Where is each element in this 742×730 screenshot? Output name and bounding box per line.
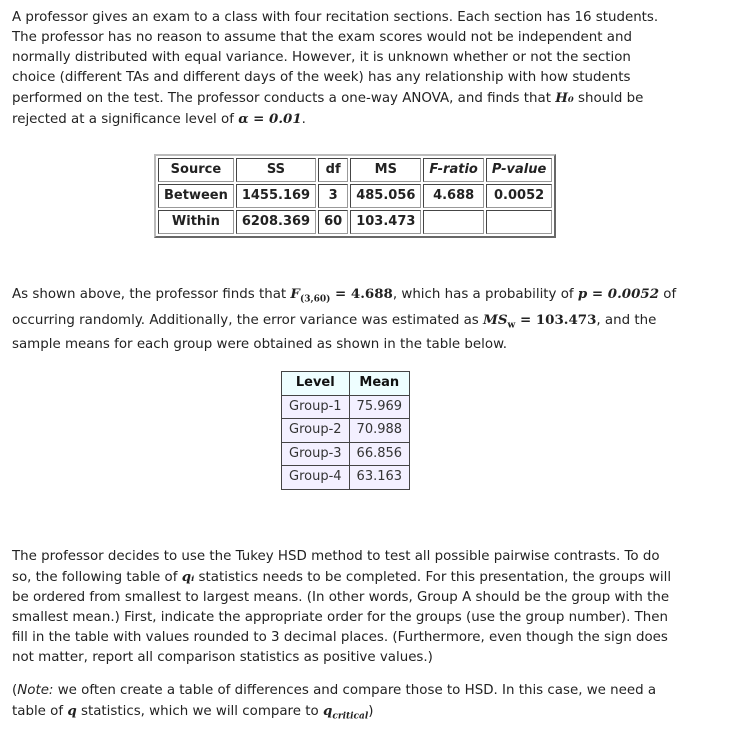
- cell: 103.473: [350, 210, 421, 234]
- table-row: [282, 395, 410, 419]
- cell: Group-4: [282, 466, 350, 490]
- cell: 6208.369: [236, 210, 316, 234]
- f-sub: (3,60): [299, 294, 331, 305]
- cell: 4.688: [423, 184, 483, 208]
- header-cell: df: [318, 158, 348, 182]
- cell: 0.0052: [486, 184, 552, 208]
- f-math: F: [290, 286, 300, 302]
- cell: 63.163: [349, 466, 410, 490]
- f-value: = 4.688: [330, 286, 393, 302]
- header-text: F-ratio: [429, 162, 478, 177]
- table-row: [158, 210, 552, 234]
- text: , which has a probability of: [392, 287, 578, 302]
- intro-text: A professor gives an exam to a class with four recitation sections. Each section has 16 students. The professor has no reason to assume that the exam scores would not be independent and normally distributed with equal variance. However, it is unknown whether or not the section choice (different TAs and different days of the week) has any relationship with how students performed on the test. The professor conducts a one-way ANOVA, and finds that: [12, 10, 659, 106]
- text: statistics, which we will compare to: [76, 704, 323, 719]
- text: The professor decides to use the Tukey HSD method to test all possible pairwise contrasts. To do so, the following table of: [12, 549, 660, 585]
- cell: [423, 210, 483, 234]
- table-row: [282, 442, 410, 466]
- intro-end: .: [301, 112, 306, 127]
- text: As shown above, the professor finds that: [12, 287, 291, 302]
- cell: 66.856: [349, 442, 410, 466]
- table-header-row: [282, 372, 410, 396]
- header-cell: [423, 158, 483, 182]
- p-math: p = 0.0052: [577, 286, 660, 302]
- cell: 75.969: [349, 395, 410, 419]
- cell: [486, 210, 552, 234]
- text: statistics needs to be completed. For this presentation, the groups will be ordered from smallest to largest means. (In other words, Group A should be the group with the smallest mean.) First, indicate the appropriate order for the groups (use the group number). Then fill in the table with values rounded to 3 decimal places. (Furthermore, even though the sign does not matter, report all comparison statistics as positive values.): [12, 570, 672, 665]
- cell: Group-2: [282, 419, 350, 443]
- table-header-row: [158, 158, 552, 182]
- cell: 485.056: [350, 184, 421, 208]
- anova-table: [154, 154, 556, 238]
- ms-value: = 103.473: [515, 311, 597, 328]
- note-paragraph: [12, 681, 677, 727]
- results-paragraph: [12, 284, 677, 355]
- tukey-paragraph: [12, 547, 677, 668]
- q-math: q: [67, 703, 77, 719]
- header-cell: SS: [236, 158, 316, 182]
- note-label: Note:: [17, 683, 54, 698]
- alpha-math: α = 0.01: [238, 111, 302, 127]
- table-row: [282, 419, 410, 443]
- cell: Within: [158, 210, 234, 234]
- header-cell: Source: [158, 158, 234, 182]
- q-critical-sub: critical: [332, 711, 369, 722]
- q-math: qᵢ: [181, 569, 195, 585]
- h0-math: H₀: [555, 90, 574, 106]
- header-text: P-value: [491, 162, 547, 177]
- intro-paragraph: [12, 8, 677, 130]
- cell: 3: [318, 184, 348, 208]
- text: we often create a table of differences and compare those to HSD. In this case, we need a table of: [12, 683, 657, 719]
- text: of occurring randomly. Additionally, the error variance was estimated as: [12, 287, 677, 328]
- table-row: [282, 466, 410, 490]
- q-critical-math: q: [322, 703, 333, 719]
- header-cell: [486, 158, 552, 182]
- table-row: [158, 184, 552, 208]
- intro-mid: should be rejected at a significance level of: [12, 91, 644, 127]
- header-cell: Level: [282, 372, 350, 396]
- text: , and the sample means for each group were obtained as shown in the table below.: [12, 312, 657, 353]
- ms-sub: w: [507, 320, 516, 331]
- text: ): [368, 704, 374, 719]
- text: (: [12, 683, 18, 698]
- cell: Group-3: [282, 442, 350, 466]
- cell: Group-1: [282, 395, 350, 419]
- cell: 70.988: [349, 419, 410, 443]
- means-table: [281, 371, 410, 490]
- cell: 1455.169: [236, 184, 316, 208]
- cell: 60: [318, 210, 348, 234]
- header-cell: Mean: [349, 372, 410, 396]
- cell: Between: [158, 184, 234, 208]
- ms-math: MS: [483, 311, 508, 328]
- header-cell: MS: [350, 158, 421, 182]
